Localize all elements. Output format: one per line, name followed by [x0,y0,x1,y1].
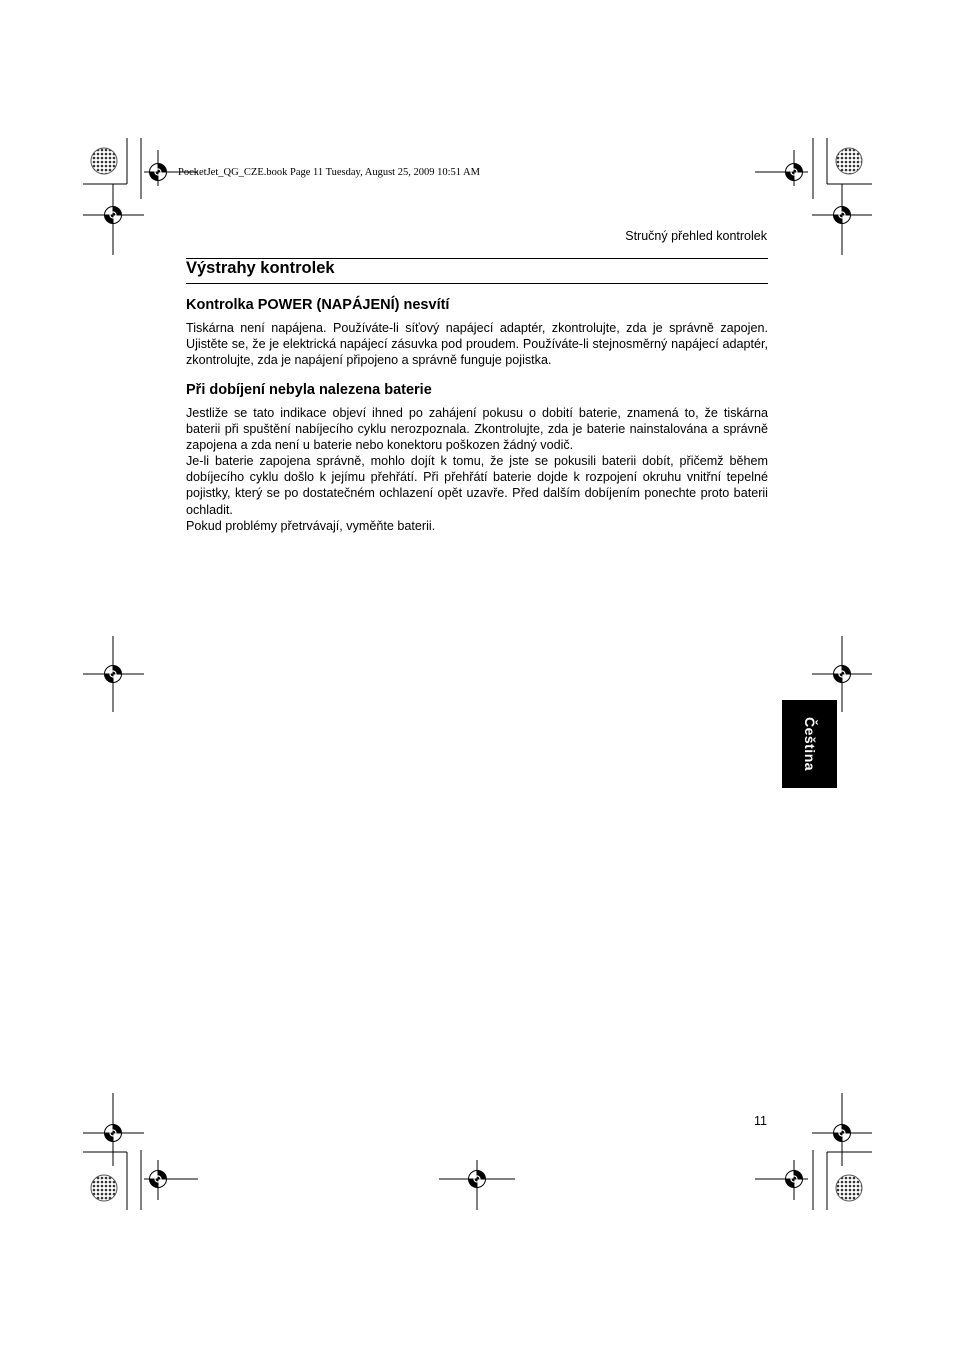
paragraph-replace-battery: Pokud problémy přetrvávají, vyměňte baterii. [186,519,436,533]
page-number: 11 [754,1114,767,1128]
paragraph-battery-detection: Jestliže se tato indikace objeví ihned po zahájení pokusu o dobití baterie, znamená to, že tiskárna baterii při spuštění nabíjecího cyklu nerozpoznala. Zkontrolujte, zda je baterie nainstalována a správně zapojena a zda není u baterie nebo konektoru poškozen žádný vodič. [186,406,768,453]
section-title: Výstrahy kontrolek [186,259,335,277]
running-header: Stručný přehled kontrolek [625,229,767,243]
subheading-power-light: Kontrolka POWER (NAPÁJENÍ) nesvítí [186,297,450,313]
paragraph-battery-overheat: Je-li baterie zapojena správně, mohlo dojít k tomu, že jste se pokusili baterii dobít, přičemž během dobíjecího cyklu došlo k jejímu přehřátí. Při přehřátí baterie dojde k rozpojení okruhu vnitřní tepelné pojistky, který se po dostatečném ochlazení opět uzavře. Před dalším dobíjením ponechte proto baterii ochladit. [186,454,768,517]
language-tab [782,700,837,788]
language-tab-label: Čeština [801,716,818,772]
title-rule-bottom [186,283,768,284]
print-info: PocketJet_QG_CZE.book Page 11 Tuesday, August 25, 2009 10:51 AM [178,167,480,178]
paragraph-power-light: Tiskárna není napájena. Používáte-li síťový napájecí adaptér, zkontrolujte, zda je správně zapojen. Ujistěte se, že je elektrická napájecí zásuvka pod proudem. Používáte-li stejnosměrný napájecí adaptér, zkontrolujte, zda je napájení připojeno a správně funguje pojistka. [186,321,768,368]
subheading-battery-not-found: Při dobíjení nebyla nalezena baterie [186,382,432,398]
